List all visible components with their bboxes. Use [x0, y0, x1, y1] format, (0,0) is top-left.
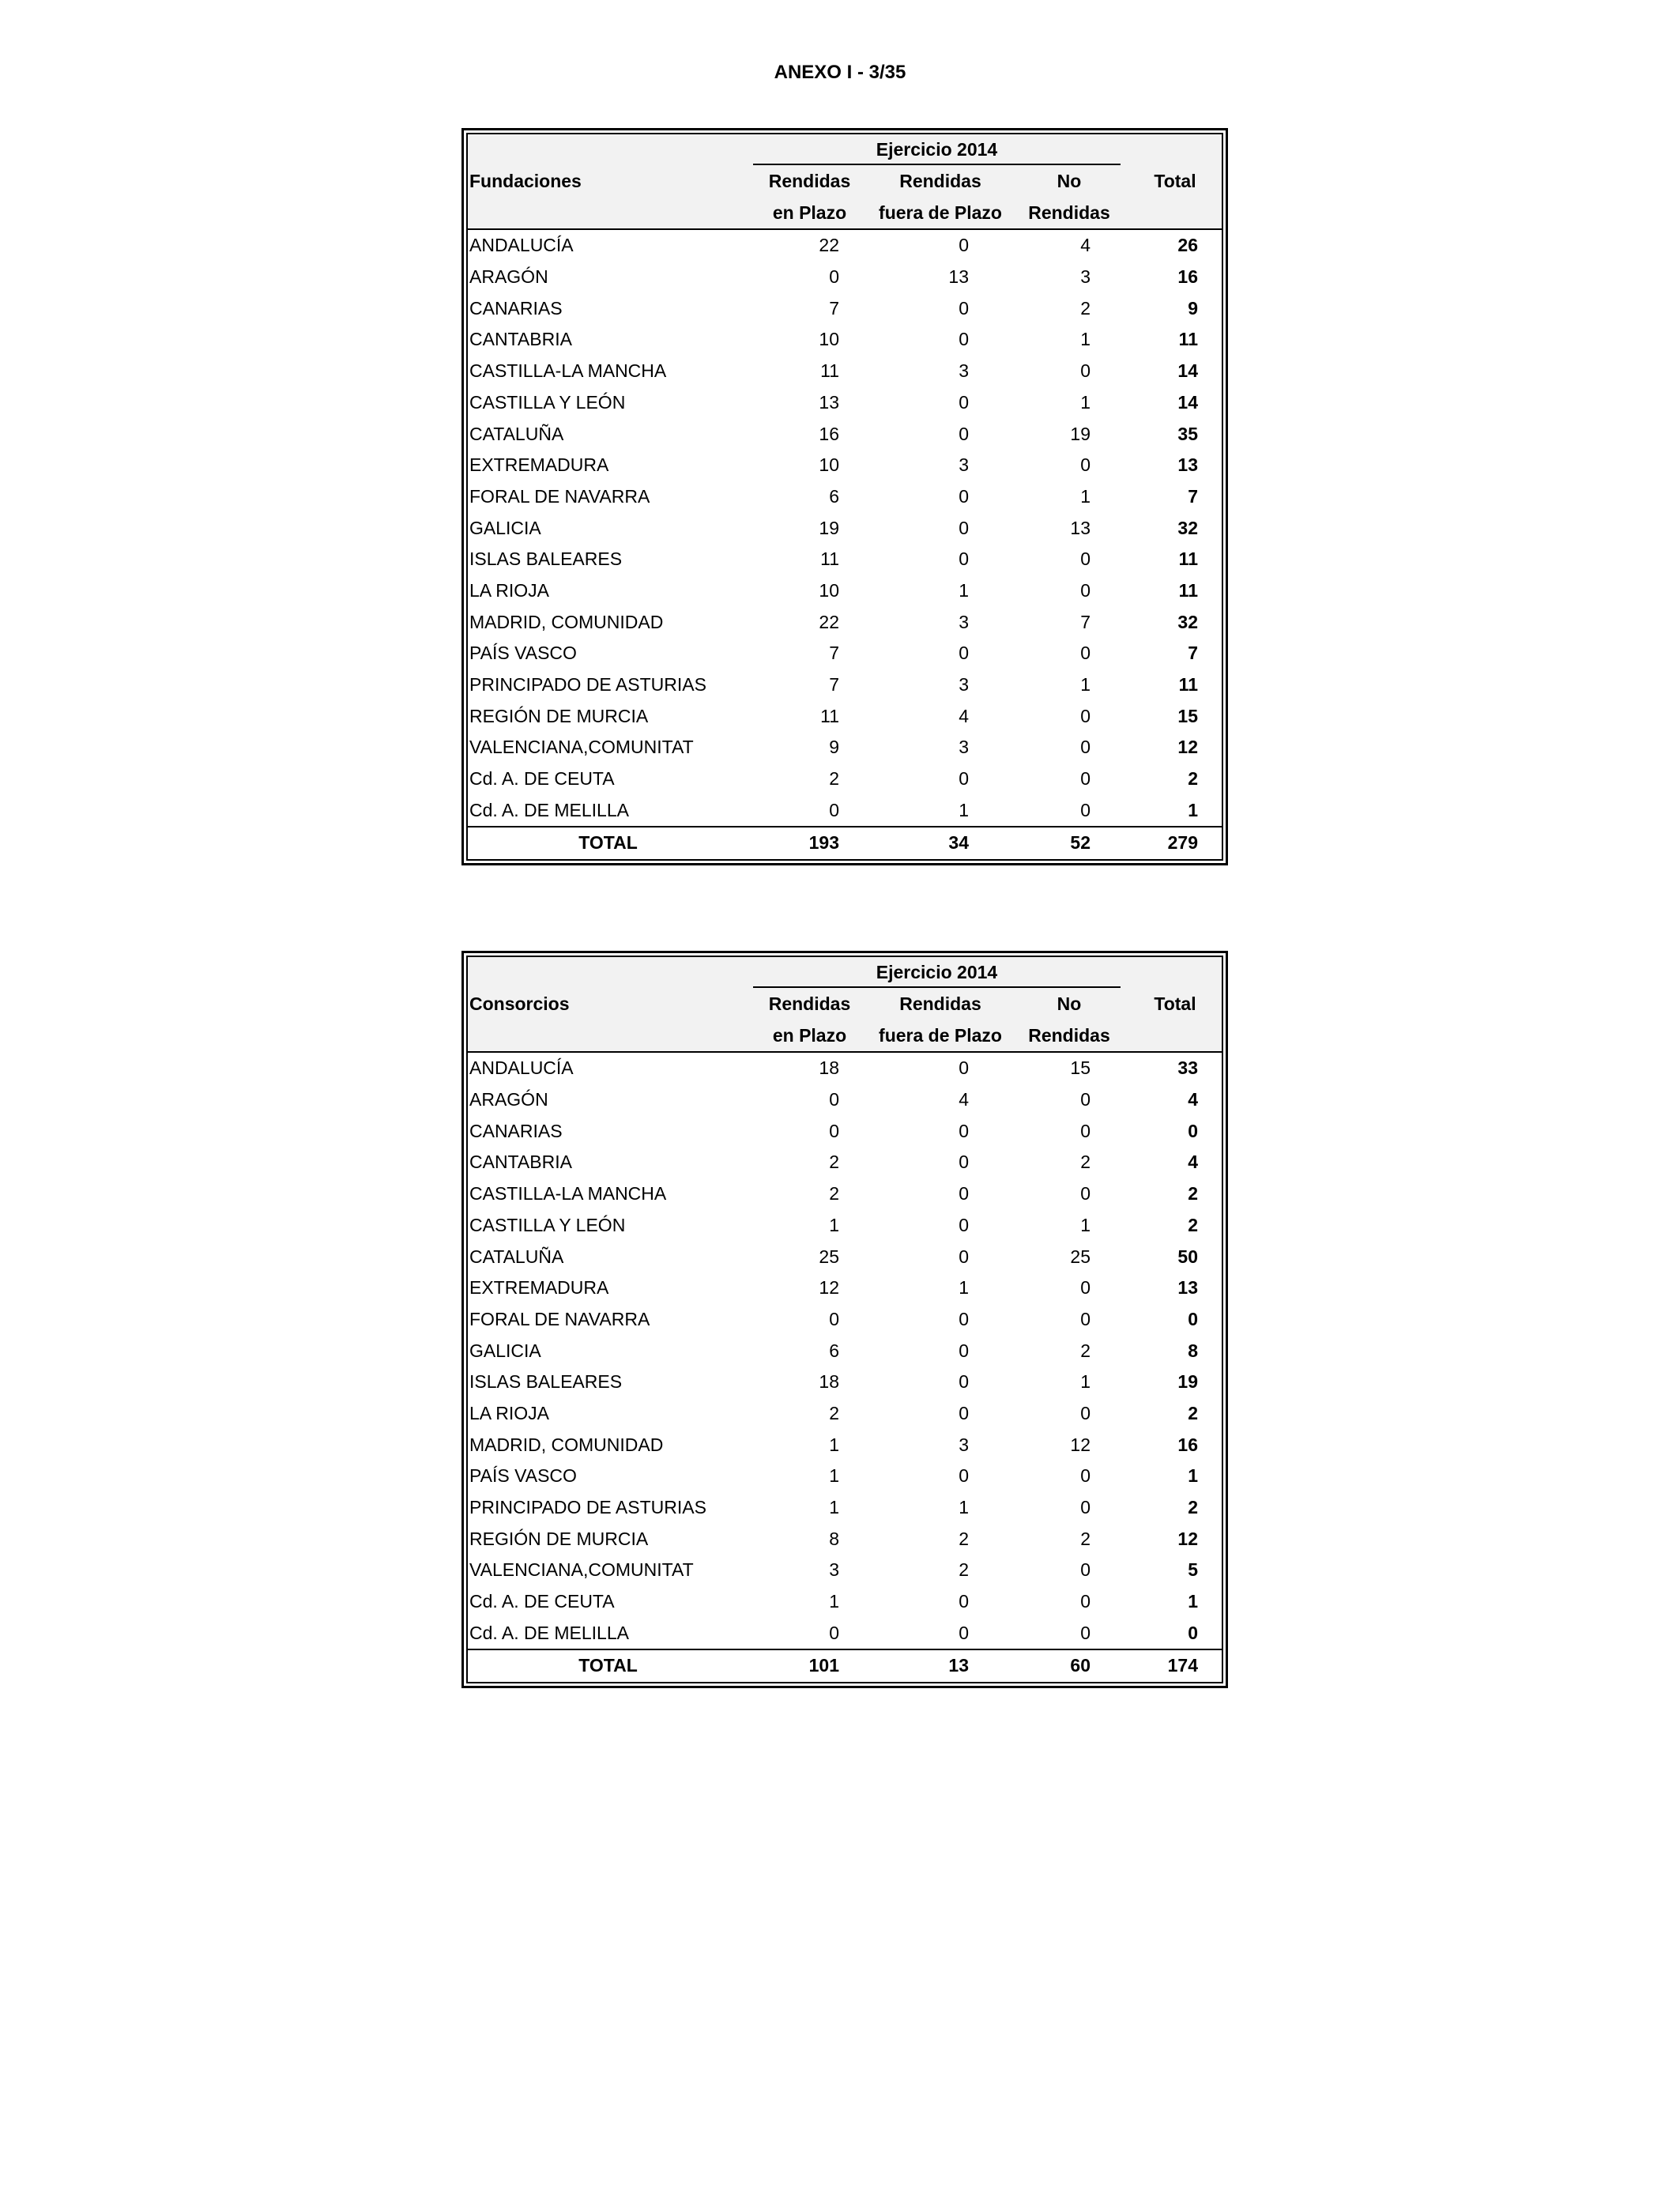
fuera-plazo-value: 0 — [959, 1371, 969, 1393]
table-row — [468, 262, 1222, 293]
no-rendidas-value: 2 — [1080, 1152, 1090, 1173]
table-row — [468, 575, 1222, 607]
en-plazo-value: 1 — [829, 1591, 839, 1612]
no-rendidas-value: 19 — [1070, 423, 1090, 444]
no-rendidas-value: 1 — [1080, 329, 1090, 350]
en-plazo-value: 11 — [820, 548, 839, 570]
en-plazo-value: 16 — [819, 423, 839, 444]
total-value: 12 — [1177, 737, 1198, 758]
no-rendidas-value: 0 — [1080, 1277, 1090, 1299]
region-name: PAÍS VASCO — [469, 643, 577, 664]
en-plazo-value: 0 — [829, 1089, 839, 1110]
no-rendidas-value: 2 — [1080, 297, 1090, 319]
total-value: 11 — [1178, 579, 1198, 601]
group-header: Ejercicio 2014 — [748, 957, 1128, 989]
region-name: ANDALUCÍA — [469, 1057, 574, 1079]
fundaciones-table — [461, 128, 1228, 865]
table-row — [468, 1115, 1222, 1147]
no-rendidas-value: 0 — [1080, 1120, 1090, 1141]
table-row — [468, 1586, 1222, 1618]
total-value: 14 — [1177, 360, 1198, 382]
table-row — [468, 1304, 1222, 1336]
en-plazo-value: 1 — [829, 1214, 839, 1235]
total-column-header: Total — [1154, 171, 1196, 192]
no-rendidas-value: 0 — [1080, 454, 1090, 476]
no-rendidas-value: 3 — [1080, 266, 1090, 288]
en-plazo-value: 13 — [819, 391, 839, 413]
table-row — [468, 606, 1222, 638]
no-rendidas-value: 7 — [1080, 611, 1090, 632]
en-plazo-value: 0 — [829, 1622, 839, 1643]
fuera-plazo-value: 0 — [959, 1340, 969, 1361]
total-value: 15 — [1177, 705, 1198, 726]
en-plazo-value: 2 — [829, 768, 839, 790]
total-value: 11 — [1178, 674, 1198, 696]
no-rendidas-value: 0 — [1080, 1089, 1090, 1110]
en-plazo-value: 2 — [829, 1183, 839, 1204]
en-plazo-value: 18 — [819, 1371, 839, 1393]
fuera-plazo-value: 1 — [959, 579, 969, 601]
region-name: PRINCIPADO DE ASTURIAS — [469, 674, 706, 696]
total-value: 9 — [1188, 297, 1198, 319]
fuera-plazo-value: 3 — [959, 454, 969, 476]
region-name: PRINCIPADO DE ASTURIAS — [469, 1497, 706, 1518]
fuera-plazo-value: 0 — [959, 1591, 969, 1612]
total-value: 7 — [1188, 643, 1198, 664]
no-rendidas-value: 0 — [1080, 737, 1090, 758]
region-name: CASTILLA Y LEÓN — [469, 391, 626, 413]
fuera-plazo-value: 3 — [959, 737, 969, 758]
no-rendidas-value: 1 — [1080, 391, 1090, 413]
total-value: 0 — [1188, 1622, 1198, 1643]
fuera-plazo-value: 0 — [959, 1622, 969, 1643]
fuera-plazo-value: 0 — [959, 768, 969, 790]
region-name: EXTREMADURA — [469, 1277, 609, 1299]
total-value: 13 — [1177, 1277, 1198, 1299]
total-value: 4 — [1188, 1152, 1198, 1173]
region-name: MADRID, COMUNIDAD — [469, 1434, 664, 1455]
no-rendidas-value: 1 — [1080, 485, 1090, 507]
total-value: 19 — [1177, 1371, 1198, 1393]
fuera-plazo-value: 3 — [959, 611, 969, 632]
col-b-header-line2: fuera de Plazo — [871, 197, 1010, 229]
en-plazo-value: 8 — [829, 1528, 839, 1549]
col-b-header-line2: fuera de Plazo — [871, 1020, 1010, 1052]
en-plazo-value: 0 — [829, 1120, 839, 1141]
fuera-plazo-value: 3 — [959, 674, 969, 696]
total-label: TOTAL — [468, 1649, 748, 1682]
fuera-plazo-value: 0 — [959, 1057, 969, 1079]
col-a-header-line2: en Plazo — [748, 197, 871, 229]
region-name: FORAL DE NAVARRA — [469, 485, 650, 507]
en-plazo-value: 10 — [819, 579, 839, 601]
region-name: LA RIOJA — [469, 579, 549, 601]
total-fuera-plazo: 34 — [871, 827, 1010, 859]
table-row — [468, 1241, 1222, 1272]
col-c-header-line2: Rendidas — [1010, 1020, 1128, 1052]
fuera-plazo-value: 0 — [959, 1214, 969, 1235]
region-name: CASTILLA-LA MANCHA — [469, 1183, 667, 1204]
fuera-plazo-value: 1 — [959, 1497, 969, 1518]
region-name: LA RIOJA — [469, 1402, 549, 1423]
no-rendidas-value: 0 — [1080, 1308, 1090, 1329]
en-plazo-value: 1 — [829, 1434, 839, 1455]
total-value: 1 — [1188, 799, 1198, 820]
en-plazo-value: 9 — [829, 737, 839, 758]
col-c-header-line1: No — [1057, 171, 1082, 192]
total-value: 4 — [1188, 1089, 1198, 1110]
total-value: 50 — [1177, 1246, 1198, 1267]
fuera-plazo-value: 0 — [959, 1152, 969, 1173]
fuera-plazo-value: 0 — [959, 1183, 969, 1204]
total-row — [468, 1649, 1222, 1682]
en-plazo-value: 0 — [829, 799, 839, 820]
en-plazo-value: 2 — [829, 1152, 839, 1173]
table-row — [468, 292, 1222, 324]
col-c-header-line2: Rendidas — [1010, 197, 1128, 229]
table-row — [468, 1335, 1222, 1367]
region-name: ANDALUCÍA — [469, 235, 574, 256]
table-row — [468, 1429, 1222, 1461]
total-en-plazo: 193 — [748, 827, 871, 859]
en-plazo-value: 22 — [819, 611, 839, 632]
entity-column-header: Fundaciones — [469, 171, 582, 192]
no-rendidas-value: 1 — [1080, 674, 1090, 696]
region-name: CANTABRIA — [469, 1152, 572, 1173]
fuera-plazo-value: 0 — [959, 423, 969, 444]
fuera-plazo-value: 4 — [959, 1089, 969, 1110]
total-no-rendidas: 52 — [1010, 827, 1128, 859]
no-rendidas-value: 25 — [1070, 1246, 1090, 1267]
fuera-plazo-value: 0 — [959, 1308, 969, 1329]
no-rendidas-value: 0 — [1080, 1497, 1090, 1518]
no-rendidas-value: 0 — [1080, 768, 1090, 790]
total-value: 2 — [1188, 1183, 1198, 1204]
fuera-plazo-value: 0 — [959, 1465, 969, 1487]
en-plazo-value: 6 — [829, 1340, 839, 1361]
en-plazo-value: 6 — [829, 485, 839, 507]
total-no-rendidas: 60 — [1010, 1649, 1128, 1682]
table-row — [468, 481, 1222, 513]
total-row — [468, 827, 1222, 859]
no-rendidas-value: 15 — [1070, 1057, 1090, 1079]
region-name: ISLAS BALEARES — [469, 548, 623, 570]
total-value: 26 — [1177, 235, 1198, 256]
fuera-plazo-value: 0 — [959, 1246, 969, 1267]
total-label: TOTAL — [468, 827, 748, 859]
table-row — [468, 1555, 1222, 1586]
total-value: 16 — [1177, 1434, 1198, 1455]
no-rendidas-value: 0 — [1080, 643, 1090, 664]
region-name: GALICIA — [469, 517, 541, 538]
en-plazo-value: 2 — [829, 1402, 839, 1423]
region-name: CANTABRIA — [469, 329, 572, 350]
fuera-plazo-value: 0 — [959, 329, 969, 350]
region-name: GALICIA — [469, 1340, 541, 1361]
region-name: Cd. A. DE CEUTA — [469, 1591, 615, 1612]
table-row — [468, 450, 1222, 481]
region-name: VALENCIANA,COMUNITAT — [469, 1559, 694, 1581]
region-name: VALENCIANA,COMUNITAT — [469, 737, 694, 758]
en-plazo-value: 19 — [819, 517, 839, 538]
no-rendidas-value: 13 — [1070, 517, 1090, 538]
region-name: CANARIAS — [469, 297, 563, 319]
region-name: Cd. A. DE MELILLA — [469, 1622, 629, 1643]
en-plazo-value: 1 — [829, 1497, 839, 1518]
total-value: 11 — [1178, 329, 1198, 350]
region-name: MADRID, COMUNIDAD — [469, 611, 664, 632]
total-value: 2 — [1188, 1402, 1198, 1423]
table-row — [468, 1492, 1222, 1524]
no-rendidas-value: 2 — [1080, 1528, 1090, 1549]
table-row — [468, 418, 1222, 450]
total-fuera-plazo: 13 — [871, 1649, 1010, 1682]
table-row — [468, 1084, 1222, 1116]
en-plazo-value: 10 — [819, 329, 839, 350]
fuera-plazo-value: 0 — [959, 297, 969, 319]
total-en-plazo: 101 — [748, 1649, 871, 1682]
fuera-plazo-value: 13 — [948, 266, 969, 288]
total-value: 2 — [1188, 768, 1198, 790]
table-row — [468, 1178, 1222, 1210]
table-row — [468, 794, 1222, 827]
region-name: Cd. A. DE CEUTA — [469, 768, 615, 790]
no-rendidas-value: 4 — [1080, 235, 1090, 256]
table-row — [468, 544, 1222, 575]
no-rendidas-value: 0 — [1080, 799, 1090, 820]
table-row — [468, 732, 1222, 763]
col-c-header-line1: No — [1057, 993, 1082, 1015]
total-value: 8 — [1188, 1340, 1198, 1361]
region-name: CANARIAS — [469, 1120, 563, 1141]
no-rendidas-value: 0 — [1080, 548, 1090, 570]
table-row — [468, 1461, 1222, 1492]
fuera-plazo-value: 0 — [959, 517, 969, 538]
total-value: 0 — [1188, 1308, 1198, 1329]
en-plazo-value: 25 — [819, 1246, 839, 1267]
en-plazo-value: 0 — [829, 1308, 839, 1329]
table-row — [468, 1210, 1222, 1242]
total-total: 174 — [1128, 1649, 1222, 1682]
total-value: 1 — [1188, 1465, 1198, 1487]
consorcios-table — [461, 951, 1228, 1688]
en-plazo-value: 7 — [829, 297, 839, 319]
table-row — [468, 638, 1222, 669]
no-rendidas-value: 1 — [1080, 1214, 1090, 1235]
page-header: ANEXO I - 3/35 — [774, 62, 906, 83]
region-name: ARAGÓN — [469, 1089, 548, 1110]
fuera-plazo-value: 0 — [959, 485, 969, 507]
total-value: 33 — [1177, 1057, 1198, 1079]
no-rendidas-value: 0 — [1080, 579, 1090, 601]
no-rendidas-value: 0 — [1080, 360, 1090, 382]
en-plazo-value: 1 — [829, 1465, 839, 1487]
table-row — [468, 1052, 1222, 1084]
no-rendidas-value: 0 — [1080, 1559, 1090, 1581]
total-value: 1 — [1188, 1591, 1198, 1612]
fuera-plazo-value: 0 — [959, 643, 969, 664]
region-name: CATALUÑA — [469, 1246, 564, 1267]
region-name: ISLAS BALEARES — [469, 1371, 623, 1393]
total-value: 2 — [1188, 1497, 1198, 1518]
en-plazo-value: 11 — [820, 360, 839, 382]
table-row — [468, 669, 1222, 701]
no-rendidas-value: 0 — [1080, 1465, 1090, 1487]
fuera-plazo-value: 1 — [959, 799, 969, 820]
total-value: 35 — [1177, 423, 1198, 444]
region-name: ARAGÓN — [469, 266, 548, 288]
region-name: REGIÓN DE MURCIA — [469, 1528, 649, 1549]
table-row — [468, 512, 1222, 544]
group-header: Ejercicio 2014 — [748, 134, 1128, 166]
fuera-plazo-value: 0 — [959, 1402, 969, 1423]
table-row — [468, 1367, 1222, 1398]
table-row — [468, 229, 1222, 262]
fuera-plazo-value: 1 — [959, 1277, 969, 1299]
no-rendidas-value: 0 — [1080, 1591, 1090, 1612]
col-b-header-line1: Rendidas — [899, 993, 981, 1015]
total-value: 14 — [1177, 391, 1198, 413]
table-row — [468, 763, 1222, 795]
region-name: CASTILLA-LA MANCHA — [469, 360, 667, 382]
region-name: REGIÓN DE MURCIA — [469, 705, 649, 726]
total-total: 279 — [1128, 827, 1222, 859]
fuera-plazo-value: 0 — [959, 1120, 969, 1141]
fuera-plazo-value: 2 — [959, 1528, 969, 1549]
en-plazo-value: 12 — [819, 1277, 839, 1299]
no-rendidas-value: 12 — [1070, 1434, 1090, 1455]
col-a-header-line1: Rendidas — [768, 993, 851, 1015]
region-name: PAÍS VASCO — [469, 1465, 577, 1487]
region-name: FORAL DE NAVARRA — [469, 1308, 650, 1329]
total-value: 12 — [1177, 1528, 1198, 1549]
fuera-plazo-value: 0 — [959, 548, 969, 570]
no-rendidas-value: 0 — [1080, 705, 1090, 726]
en-plazo-value: 7 — [829, 674, 839, 696]
region-name: EXTREMADURA — [469, 454, 609, 476]
region-name: Cd. A. DE MELILLA — [469, 799, 629, 820]
entity-column-header: Consorcios — [469, 993, 570, 1015]
en-plazo-value: 0 — [829, 266, 839, 288]
en-plazo-value: 10 — [819, 454, 839, 476]
en-plazo-value: 7 — [829, 643, 839, 664]
region-name: CASTILLA Y LEÓN — [469, 1214, 626, 1235]
total-value: 13 — [1177, 454, 1198, 476]
total-value: 5 — [1188, 1559, 1198, 1581]
table-row — [468, 387, 1222, 419]
col-a-header-line1: Rendidas — [768, 171, 851, 192]
en-plazo-value: 3 — [829, 1559, 839, 1581]
table-row — [468, 356, 1222, 387]
no-rendidas-value: 0 — [1080, 1183, 1090, 1204]
total-column-header: Total — [1154, 993, 1196, 1015]
fuera-plazo-value: 3 — [959, 360, 969, 382]
table-row — [468, 700, 1222, 732]
total-value: 16 — [1177, 266, 1198, 288]
table-row — [468, 1272, 1222, 1304]
col-a-header-line2: en Plazo — [748, 1020, 871, 1052]
region-name: CATALUÑA — [469, 423, 564, 444]
no-rendidas-value: 0 — [1080, 1402, 1090, 1423]
table-row — [468, 1523, 1222, 1555]
total-value: 11 — [1178, 548, 1198, 570]
total-value: 7 — [1188, 485, 1198, 507]
total-value: 2 — [1188, 1214, 1198, 1235]
en-plazo-value: 18 — [819, 1057, 839, 1079]
table-row — [468, 1147, 1222, 1178]
no-rendidas-value: 2 — [1080, 1340, 1090, 1361]
table-row — [468, 1398, 1222, 1430]
fuera-plazo-value: 2 — [959, 1559, 969, 1581]
fuera-plazo-value: 4 — [959, 705, 969, 726]
fuera-plazo-value: 0 — [959, 235, 969, 256]
table-row — [468, 1617, 1222, 1649]
en-plazo-value: 11 — [820, 705, 839, 726]
en-plazo-value: 22 — [819, 235, 839, 256]
no-rendidas-value: 1 — [1080, 1371, 1090, 1393]
total-value: 32 — [1177, 611, 1198, 632]
no-rendidas-value: 0 — [1080, 1622, 1090, 1643]
fuera-plazo-value: 3 — [959, 1434, 969, 1455]
total-value: 0 — [1188, 1120, 1198, 1141]
fuera-plazo-value: 0 — [959, 391, 969, 413]
total-value: 32 — [1177, 517, 1198, 538]
table-row — [468, 324, 1222, 356]
col-b-header-line1: Rendidas — [899, 171, 981, 192]
